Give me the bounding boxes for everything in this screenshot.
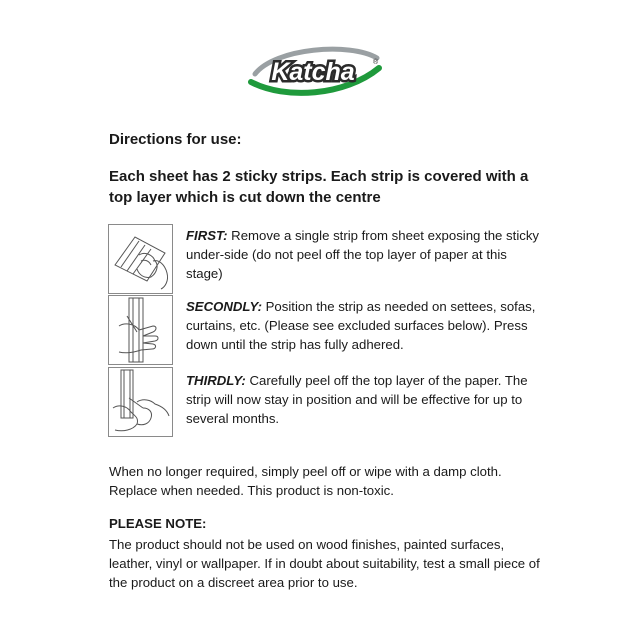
step-thirdly: [186, 371, 546, 428]
intro-text: Each sheet has 2 sticky strips. Each strip is covered with a top layer which is cut down the centre: [109, 168, 529, 206]
katcha-logo: [245, 44, 385, 96]
step-secondly-text: Position the strip as needed on settees, sofas, curtains, etc. (Please see excluded surfaces below). Press down until the strip has fully adhered.: [186, 299, 536, 352]
hand-peel-strip-icon: [108, 224, 173, 294]
step-secondly-lead: SECONDLY:: [186, 299, 262, 314]
step-first-lead: FIRST:: [186, 228, 228, 243]
directions-heading: Directions for use:: [109, 131, 242, 148]
closing-text: When no longer required, simply peel off or wipe with a damp cloth. Replace when needed. This product is non-toxic.: [109, 464, 502, 498]
step-thirdly-lead: THIRDLY:: [186, 373, 246, 388]
step-first: [186, 226, 546, 283]
step-secondly: [186, 297, 546, 354]
step-thirdly-text: Carefully peel off the top layer of the paper. The strip will now stay in position and will be effective for up to several months.: [186, 373, 528, 426]
hands-peel-top-layer-icon: [108, 367, 173, 437]
note-body: The product should not be used on wood finishes, painted surfaces, leather, vinyl or wallpaper. If in doubt about suitability, test a small piece of the product on a discreet area prior to use.: [109, 537, 540, 590]
step-first-text: Remove a single strip from sheet exposing the sticky under-side (do not peel off the top layer of paper at this stage): [186, 228, 540, 281]
hand-press-strip-icon: [108, 295, 173, 365]
brand-name: Katcha: [271, 58, 355, 86]
registered-mark: ®: [373, 59, 379, 66]
note-title: PLEASE NOTE:: [109, 516, 207, 531]
